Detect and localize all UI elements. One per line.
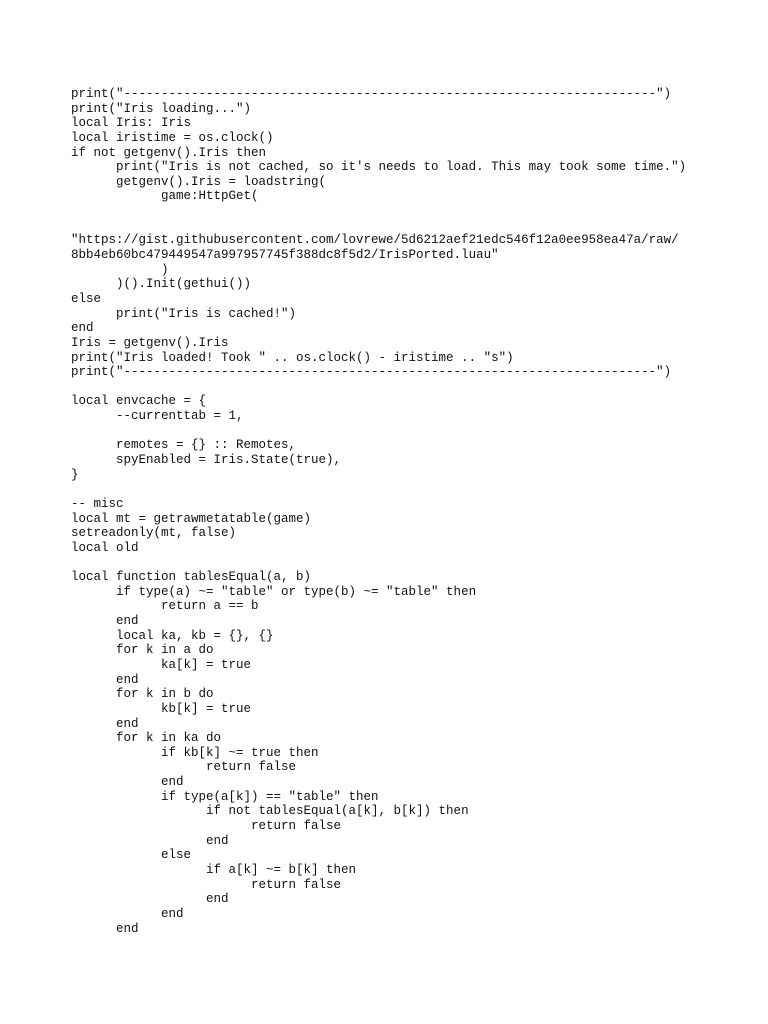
code-line (71, 424, 751, 439)
code-line: for k in b do (71, 687, 214, 702)
code-line: return a == b (71, 599, 259, 614)
code-line: "https://gist.githubusercontent.com/lovrewe/5d6212aef21edc546f12a0ee958ea47a/raw/ (71, 233, 679, 248)
code-line: if a[k] ~= b[k] then (71, 862, 357, 877)
code-line: if not getgenv().Iris then (71, 145, 267, 160)
code-line: getgenv().Iris = loadstring( (71, 174, 327, 189)
code-line: end (71, 892, 229, 907)
code-line: local function tablesEqual(a, b) (71, 570, 312, 585)
code-line: Iris = getgenv().Iris (71, 335, 229, 350)
code-line: if not tablesEqual(a[k], b[k]) then (71, 804, 469, 819)
code-line: for k in ka do (71, 731, 222, 746)
code-line: print("Iris loading...") (71, 101, 252, 116)
code-line: print("Iris is cached!") (71, 306, 297, 321)
code-line: ka[k] = true (71, 657, 252, 672)
code-line: remotes = {} :: Remotes, (71, 438, 297, 453)
code-line: end (71, 321, 94, 336)
code-line: spyEnabled = Iris.State(true), (71, 453, 342, 468)
code-line: end (71, 921, 139, 936)
code-line: end (71, 775, 184, 790)
code-line (71, 219, 751, 234)
code-line (71, 482, 751, 497)
code-line: setreadonly(mt, false) (71, 526, 237, 541)
code-line: print("-----------------------------------------------------------------------") (71, 87, 672, 101)
code-line: local old (71, 540, 139, 555)
code-line: end (71, 614, 139, 629)
code-line: print("-----------------------------------------------------------------------") (71, 365, 672, 380)
code-line: if type(a) ~= "table" or type(b) ~= "table" then (71, 584, 477, 599)
code-line: end (71, 672, 139, 687)
code-line: local envcache = { (71, 394, 207, 409)
code-line: ) (71, 262, 169, 277)
code-line: game:HttpGet( (71, 189, 259, 204)
code-line: if kb[k] ~= true then (71, 745, 319, 760)
code-line: return false (71, 819, 342, 834)
code-line: local ka, kb = {}, {} (71, 628, 274, 643)
code-line: end (71, 833, 229, 848)
code-line: end (71, 906, 184, 921)
code-line: --currenttab = 1, (71, 409, 244, 424)
code-line: local iristime = os.clock() (71, 130, 274, 145)
code-line (71, 556, 751, 571)
code-line: for k in a do (71, 643, 214, 658)
code-line: print("Iris loaded! Took " .. os.clock() - iristime .. "s") (71, 350, 514, 365)
code-line: local mt = getrawmetatable(game) (71, 511, 312, 526)
code-line: if type(a[k]) == "table" then (71, 789, 379, 804)
code-line: print("Iris is not cached, so it's needs to load. This may took some time.") (71, 160, 687, 175)
code-line: else (71, 291, 102, 306)
code-line: return false (71, 877, 342, 892)
code-line: end (71, 716, 139, 731)
code-line (71, 380, 751, 395)
code-line: kb[k] = true (71, 701, 252, 716)
code-line: } (71, 467, 79, 482)
code-line: else (71, 848, 192, 863)
code-listing (71, 87, 751, 936)
code-line: -- misc (71, 496, 124, 511)
code-line: local Iris: Iris (71, 116, 192, 131)
code-line: return false (71, 760, 297, 775)
code-line: 8bb4eb60bc479449547a997957745f388dc8f5d2/IrisPorted.luau" (71, 248, 499, 263)
code-line: )().Init(gethui()) (71, 277, 252, 292)
code-line (71, 204, 751, 219)
